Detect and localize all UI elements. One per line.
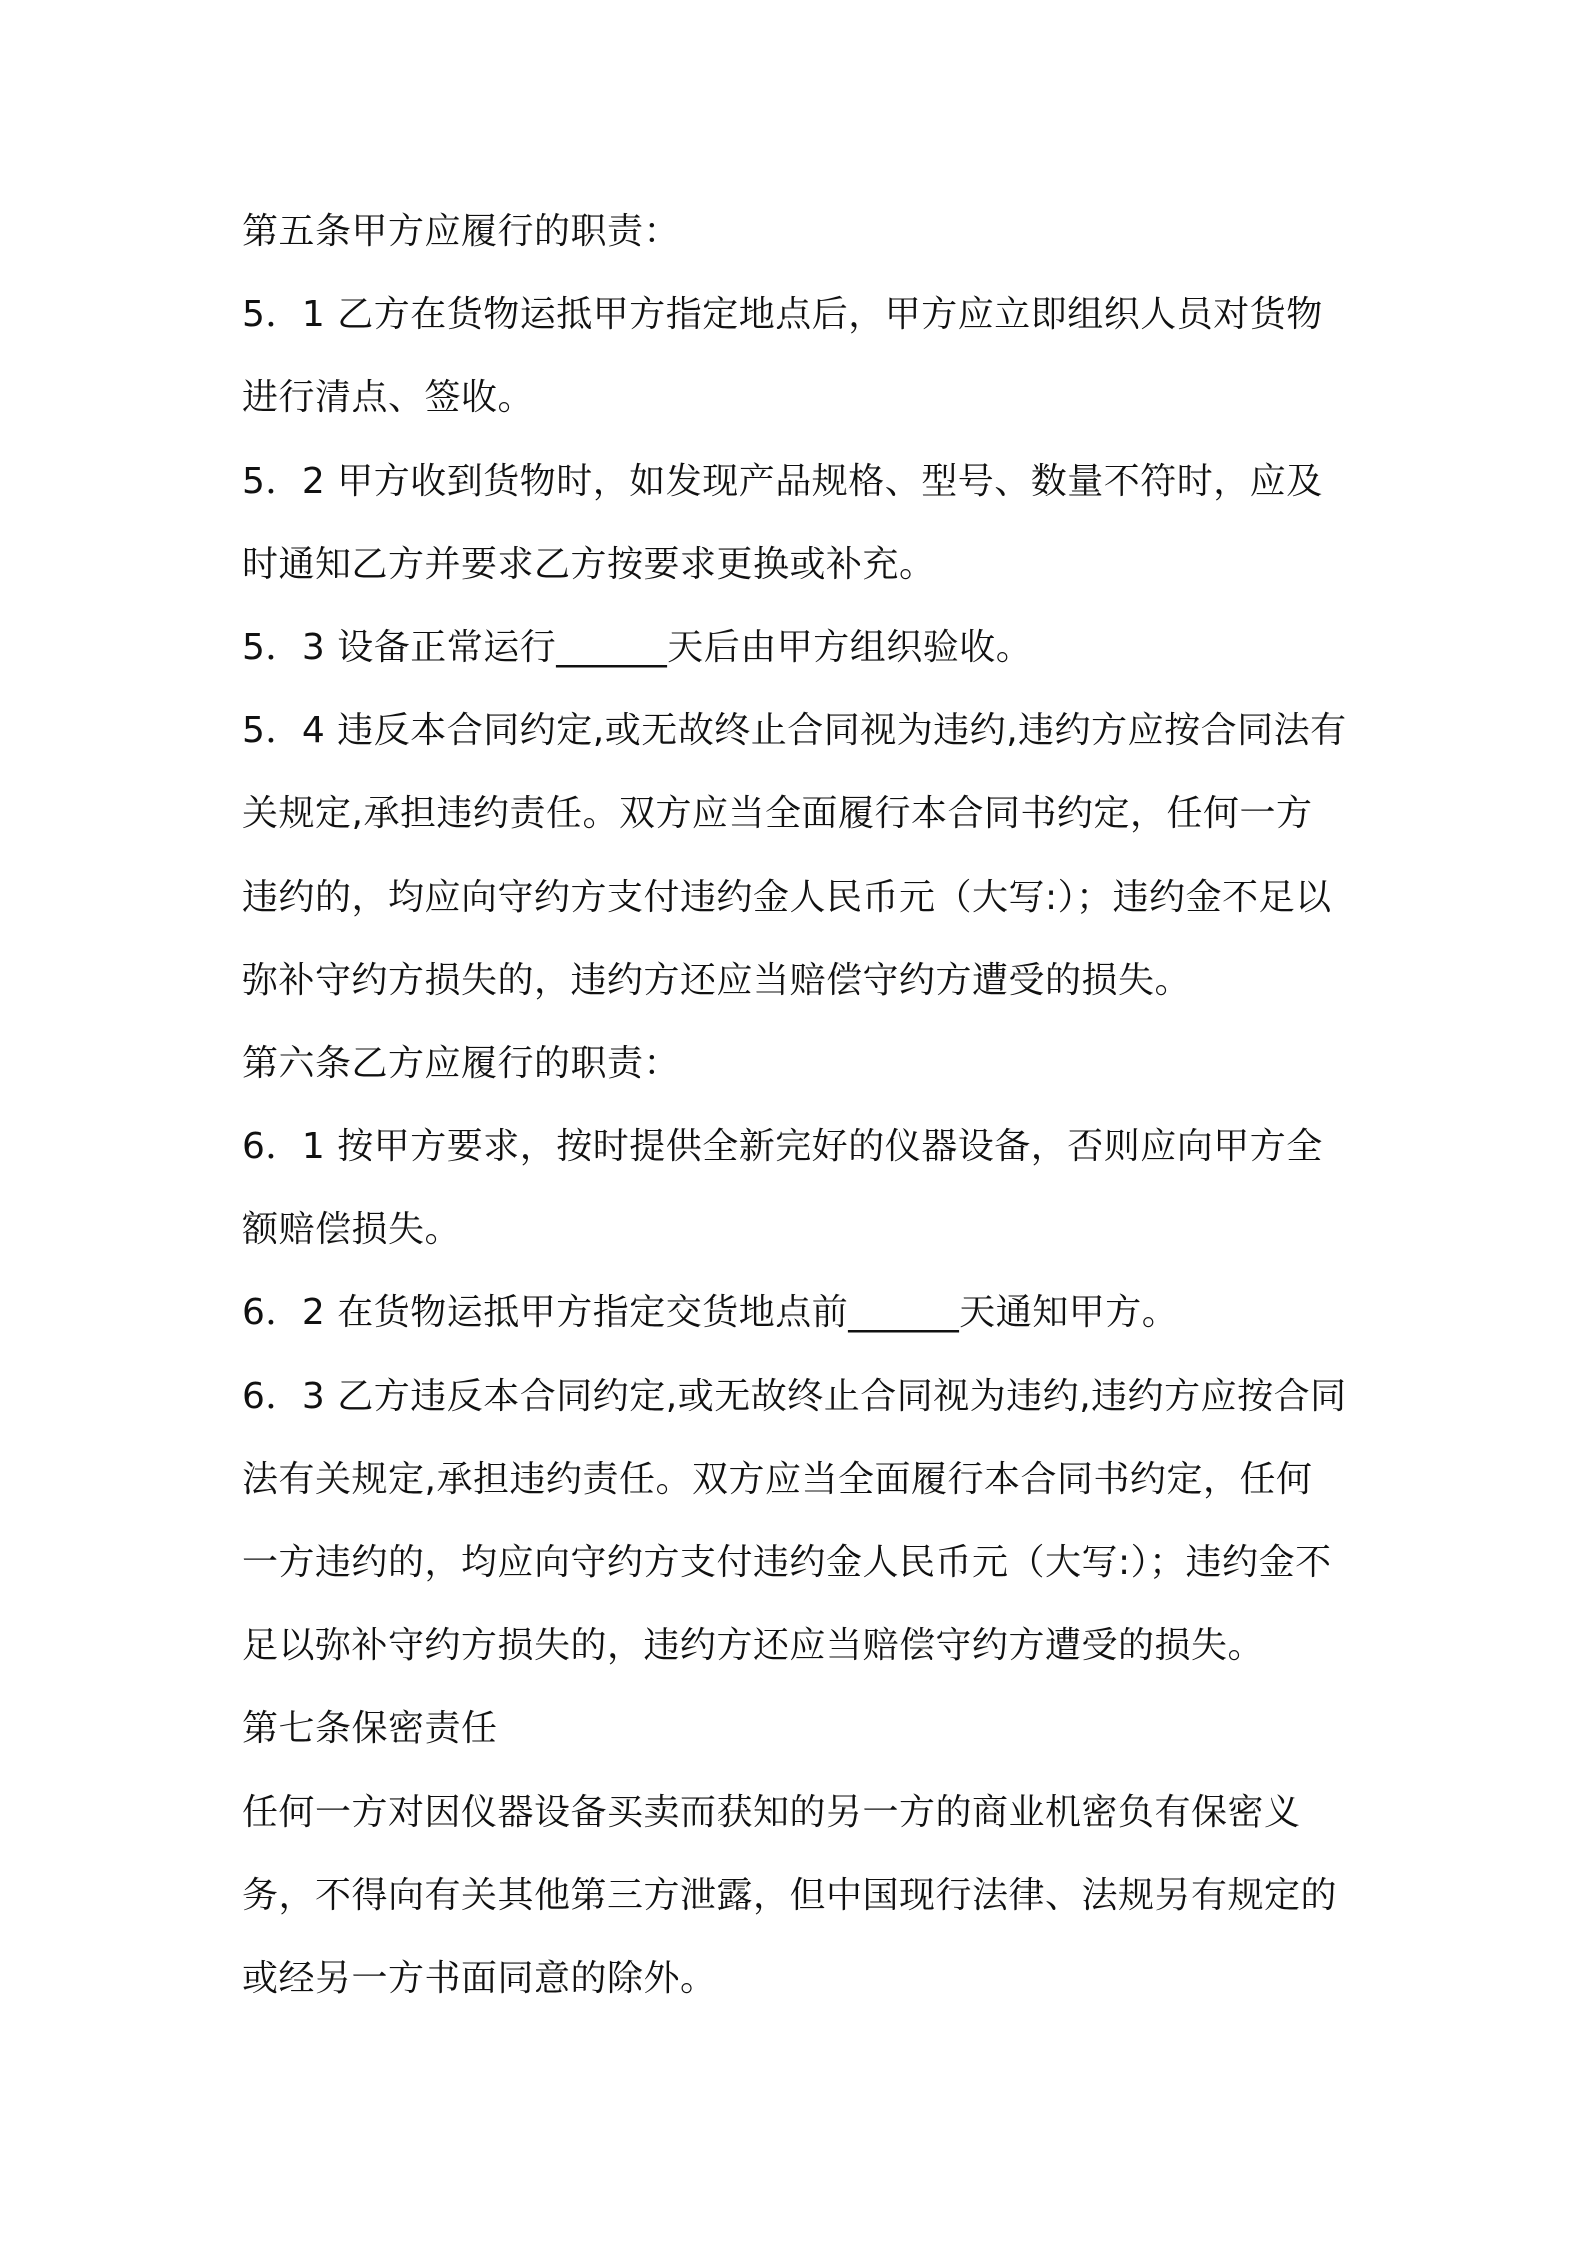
article-7-line-2: 务，不得向有关其他第三方泄露，但中国现行法律、法规另有规定的 bbox=[242, 1874, 1338, 1916]
clause-5-1-line-1: 5．1 乙方在货物运抵甲方指定地点后，甲方应立即组织人员对货物 bbox=[242, 294, 1323, 336]
clause-5-2-line-1: 5．2 甲方收到货物时，如发现产品规格、型号、数量不符时，应及 bbox=[242, 460, 1323, 502]
clause-5-4-line-3: 违约的，均应向守约方支付违约金人民币元（大写:）；违约金不足以 bbox=[242, 876, 1332, 918]
clause-5-4-line-2: 关规定,承担违约责任。双方应当全面履行本合同书约定，任何一方 bbox=[242, 793, 1313, 835]
clause-6-2: 6．2 在货物运抵甲方指定交货地点前______天通知甲方。 bbox=[242, 1292, 1179, 1334]
article-7-line-3: 或经另一方书面同意的除外。 bbox=[242, 1957, 717, 1999]
clause-6-3-line-2: 法有关规定,承担违约责任。双方应当全面履行本合同书约定，任何 bbox=[242, 1458, 1313, 1500]
clause-6-1-line-2: 额赔偿损失。 bbox=[242, 1209, 462, 1251]
article-7-line-1: 任何一方对因仪器设备买卖而获知的另一方的商业机密负有保密义 bbox=[242, 1791, 1301, 1833]
clause-5-1-line-2: 进行清点、签收。 bbox=[242, 377, 535, 419]
clause-6-3-line-1: 6．3 乙方违反本合同约定,或无故终止合同视为违约,违约方应按合同 bbox=[242, 1375, 1347, 1417]
clause-5-3: 5．3 设备正常运行______天后由甲方组织验收。 bbox=[242, 626, 1033, 668]
clause-5-4-line-1: 5．4 违反本合同约定,或无故终止合同视为违约,违约方应按合同法有 bbox=[242, 710, 1347, 752]
document-body bbox=[242, 190, 1362, 2020]
article-6-heading: 第六条乙方应履行的职责： bbox=[242, 1042, 681, 1084]
clause-6-1-line-1: 6．1 按甲方要求，按时提供全新完好的仪器设备，否则应向甲方全 bbox=[242, 1126, 1323, 1168]
clause-5-2-line-2: 时通知乙方并要求乙方按要求更换或补充。 bbox=[242, 543, 936, 585]
article-7-heading: 第七条保密责任 bbox=[242, 1708, 498, 1750]
article-5-heading: 第五条甲方应履行的职责： bbox=[242, 211, 681, 252]
clause-6-3-line-3: 一方违约的，均应向守约方支付违约金人民币元（大写:）；违约金不 bbox=[242, 1542, 1332, 1583]
clause-5-4-line-4: 弥补守约方损失的，违约方还应当赔偿守约方遭受的损失。 bbox=[242, 959, 1192, 1001]
clause-6-3-line-4: 足以弥补守约方损失的，违约方还应当赔偿守约方遭受的损失。 bbox=[242, 1625, 1265, 1667]
